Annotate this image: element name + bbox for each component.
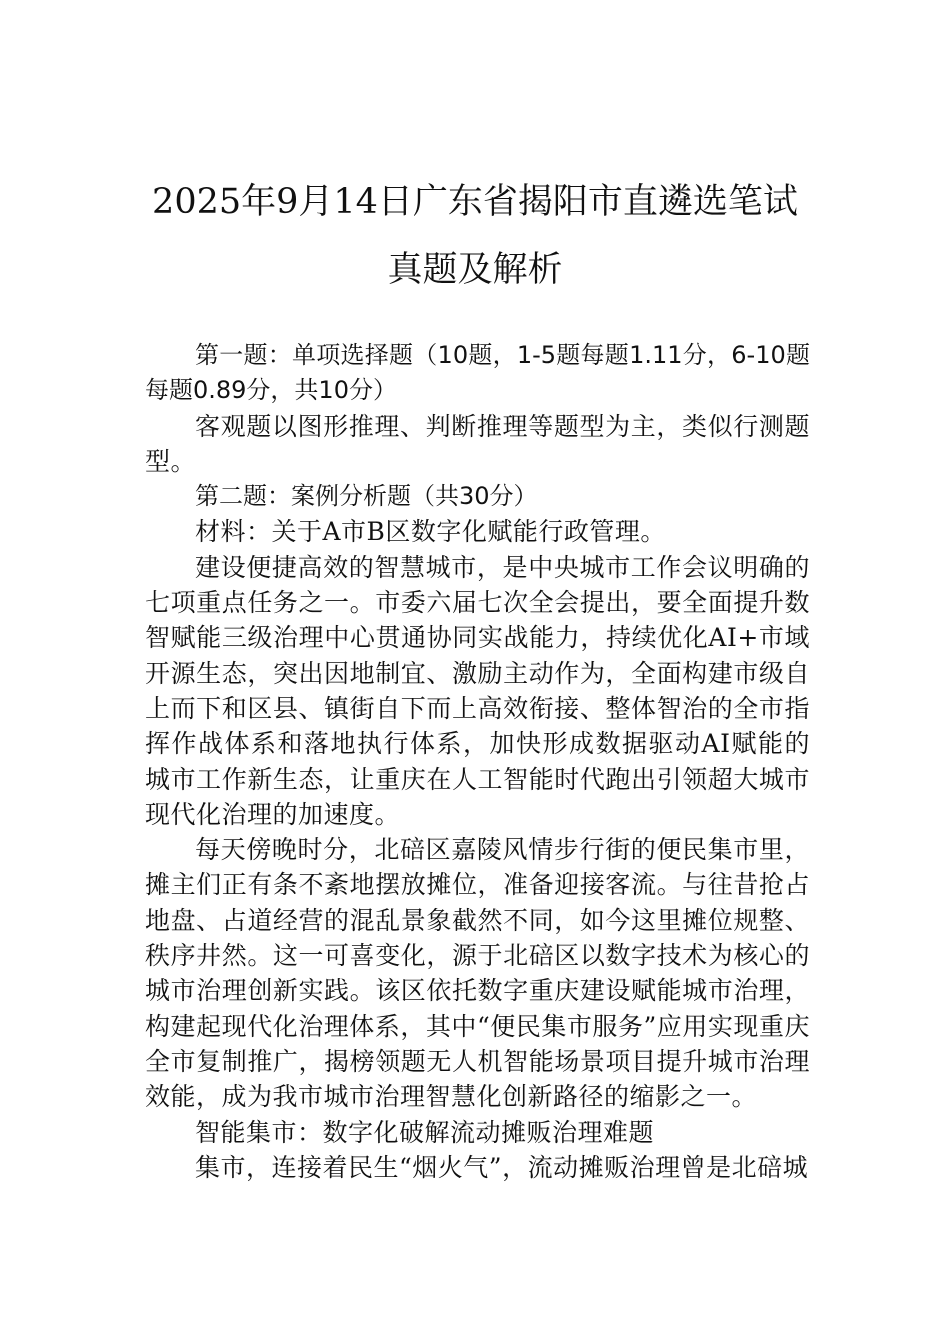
document-title-line-2: 真题及解析: [387, 250, 563, 290]
document-body: [145, 338, 810, 1185]
paragraph-market-intro: 集市，连接着民生“烟火气”，流动摊贩治理曾是北碚城: [195, 1152, 809, 1182]
section-heading-q1: 第一题：单项选择题（10题，1-5题每题1.11分，6-10题每题0.89分，共10分）: [145, 341, 810, 405]
paragraph-smart-city: 建设便捷高效的智慧城市，是中央城市工作会议明确的七项重点任务之一。市委六届七次全会提出，要全面提升数智赋能三级治理中心贯通协同实战能力，持续优化AI+市域开源生态，突出因地制宜、激励主动作为，全面构建市级自上而下和区县、镇街自下而上高效衔接、整体智治的全市指挥作战体系和落地执行体系，加快形成数据驱动AI赋能的城市工作新生态，让重庆在人工智能时代跑出引领超大城市现代化治理的加速度。: [145, 552, 810, 829]
paragraph-beibei-market: 每天傍晚时分，北碚区嘉陵风情步行街的便民集市里，摊主们正有条不紊地摆放摊位，准备迎接客流。与往昔抢占地盘、占道经营的混乱景象截然不同，如今这里摊位规整、秩序井然。这一可喜变化，源于北碚区以数字技术为核心的城市治理创新实践。该区依托数字重庆建设赋能城市治理，构建起现代化治理体系，其中“便民集市服务”应用实现重庆全市复制推广，揭榜领题无人机智能场景项目提升城市治理效能，成为我市城市治理智慧化创新路径的缩影之一。: [145, 835, 810, 1112]
subheading-smart-market: 智能集市：数字化破解流动摊贩治理难题: [195, 1117, 655, 1147]
section-heading-q2: 第二题：案例分析题（共30分）: [195, 482, 538, 511]
paragraph-q1-description: 客观题以图形推理、判断推理等题型为主，类似行测题型。: [145, 411, 810, 476]
document-title-line-1: 2025年9月14日广东省揭阳市直遴选笔试: [152, 182, 798, 222]
paragraph-material-intro: 材料：关于A市B区数字化赋能行政管理。: [195, 517, 666, 547]
